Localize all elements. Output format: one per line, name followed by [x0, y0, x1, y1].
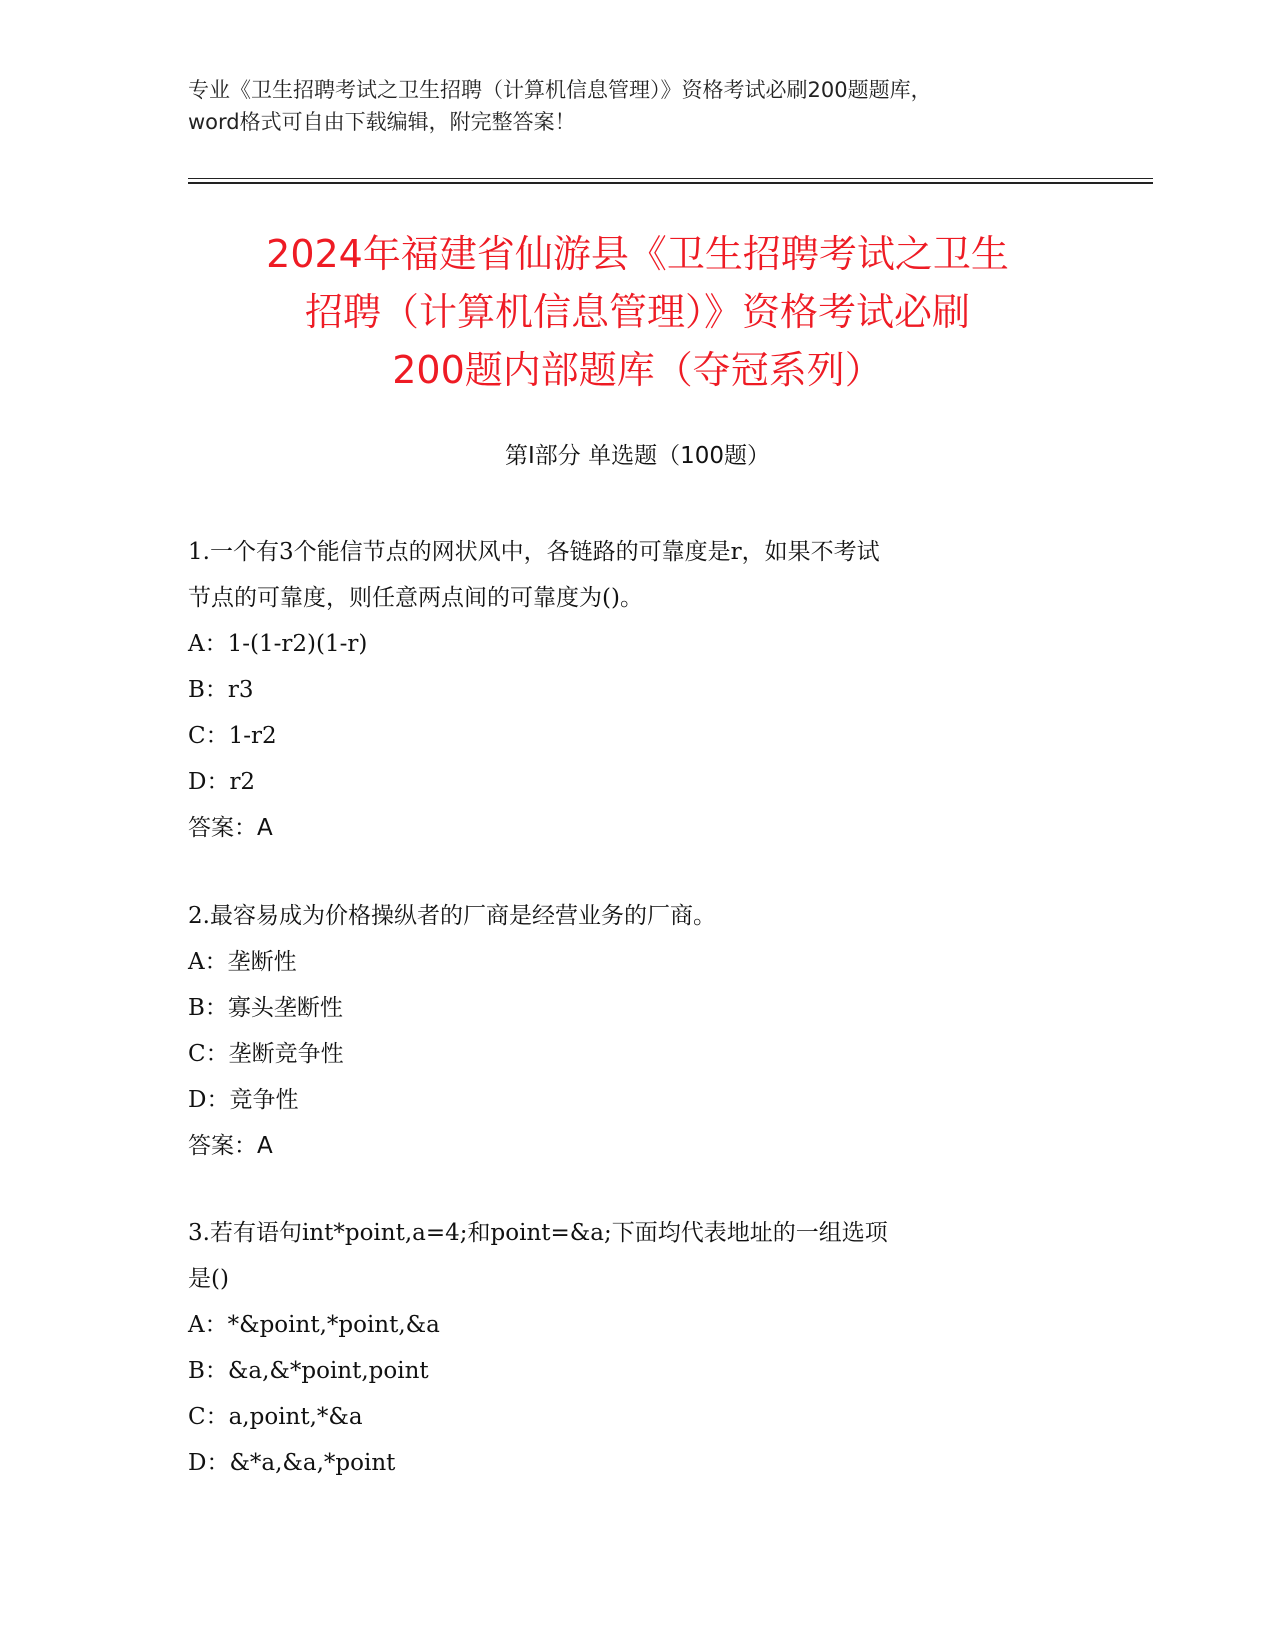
question-1-option-a: A：1-(1-r2)(1-r): [188, 631, 368, 657]
question-1-option-c: C：1-r2: [188, 723, 277, 749]
question-3-stem-line-2: 是(): [188, 1266, 229, 1292]
header-note-line-2: word格式可自由下载编辑，附完整答案！: [188, 110, 576, 134]
question-1-answer: 答案：A: [188, 815, 273, 841]
question-2-option-b: B：寡头垄断性: [188, 995, 343, 1021]
question-3-option-d: D：&*a,&a,*point: [188, 1450, 396, 1476]
title-line-1: 2024年福建省仙游县《卫生招聘考试之卫生: [266, 232, 1009, 276]
question-2-stem-line-1: 2.最容易成为价格操纵者的厂商是经营业务的厂商。: [188, 903, 716, 929]
question-2-option-c: C：垄断竞争性: [188, 1041, 344, 1067]
question-3-stem-line-1: 3.若有语句int*point,a=4;和point=&a;下面均代表地址的一组选项: [188, 1220, 888, 1246]
question-3-option-b: B：&a,&*point,point: [188, 1358, 429, 1384]
question-2-answer: 答案：A: [188, 1133, 273, 1159]
question-1-stem-line-1: 1.一个有3个能信节点的网状风中，各链路的可靠度是r，如果不考试: [188, 539, 880, 565]
document-title: [150, 225, 1125, 399]
question-3-option-c: C：a,point,*&a: [188, 1404, 363, 1430]
question-3: [188, 1210, 1078, 1486]
header-divider-thick: [188, 182, 1153, 184]
question-1-stem-line-2: 节点的可靠度，则任意两点间的可靠度为()。: [188, 585, 643, 611]
question-1-option-b: B：r3: [188, 677, 254, 703]
question-2-option-d: D：竞争性: [188, 1087, 299, 1113]
header-divider-thin: [188, 178, 1153, 179]
question-3-option-a: A：*&point,*point,&a: [188, 1312, 440, 1338]
header-note: [188, 74, 1088, 138]
question-1: [188, 529, 1078, 851]
title-line-3: 200题内部题库（夺冠系列）: [392, 348, 883, 392]
header-note-line-1: 专业《卫生招聘考试之卫生招聘（计算机信息管理）》资格考试必刷200题题库，: [188, 78, 932, 102]
question-2-option-a: A：垄断性: [188, 949, 297, 975]
question-2: [188, 893, 1078, 1169]
question-1-option-d: D：r2: [188, 769, 256, 795]
section-heading: 第I部分 单选题（100题）: [505, 443, 770, 469]
title-line-2: 招聘（计算机信息管理）》资格考试必刷: [304, 290, 970, 334]
